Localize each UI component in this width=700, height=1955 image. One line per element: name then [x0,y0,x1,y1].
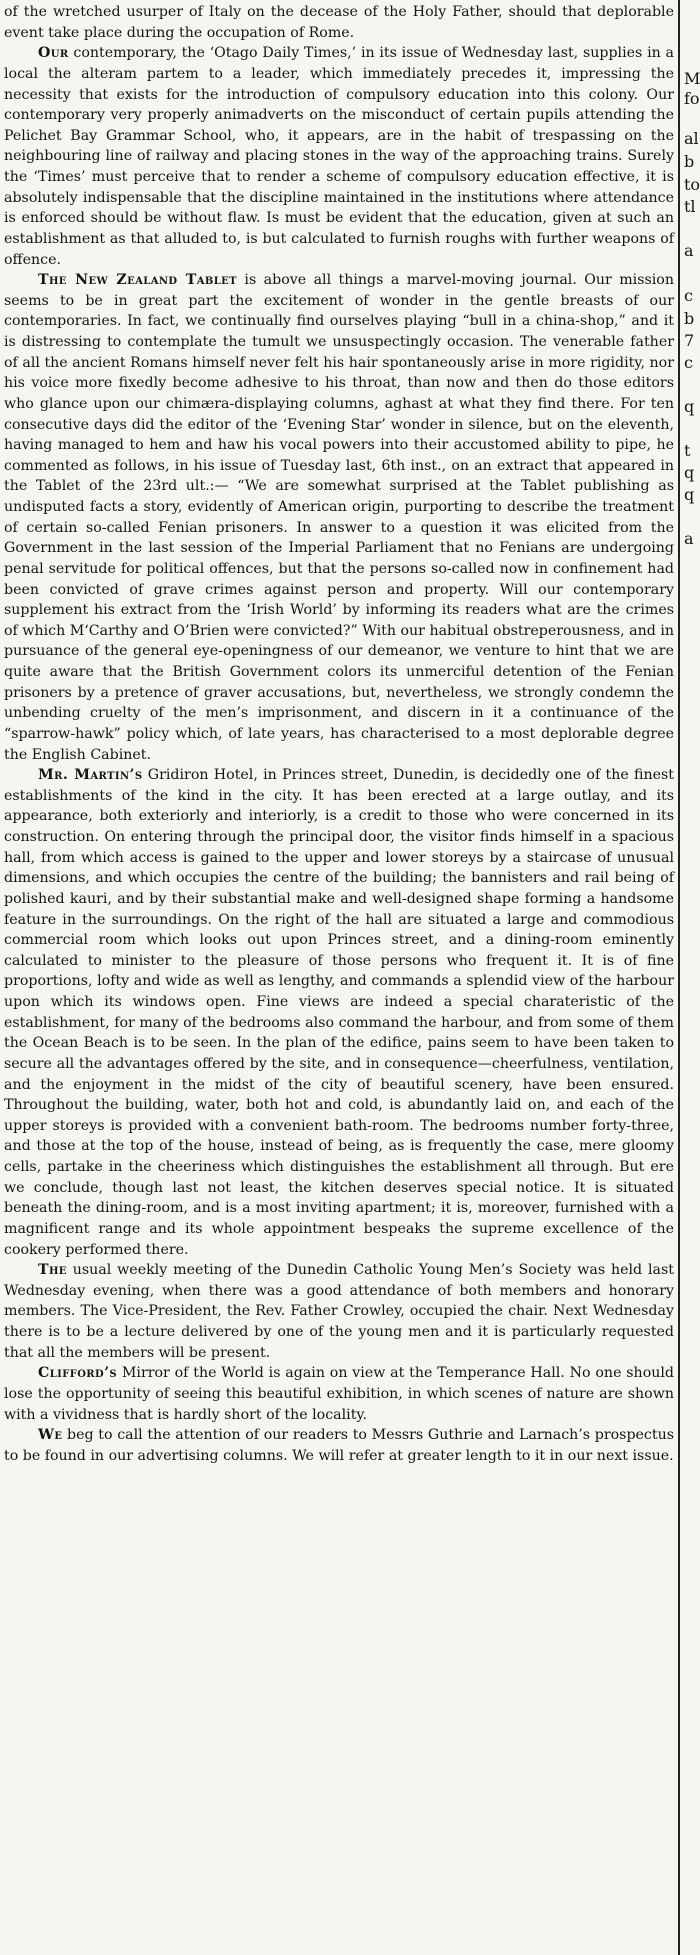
margin-fragment: al [684,129,699,148]
margin-fragment: q [684,463,695,482]
paragraph-text: contemporary, the ‘Otago Daily Times,’ in its issue of Wednesday last, supplies in a local the alteram partem to a leader, which immediately precedes it, impressing the necessity that exists for the introduction of compulsory education into this colony. Our contemporary very properly animadverts on the misconduct of certain pupils attending the Pelichet Bay Grammar School, who, it appears, are in the habit of trespassing on the neighbouring line of railway and placing stones in the way of the approaching trains. Surely the ‘Times’ must perceive that to render a scheme of compulsory education effective, it is absolutely indispensable that the discipline maintained in the institutions where attendance is enforced should be without flaw. Is must be evident that the education, given at such an establishment as that alluded to, is but calculated to furnish roughs with further weapons of offence. [4,45,674,268]
paragraph-text: beg to call the attention of our readers to Messrs Guthrie and Larnach’s prospectus to be found in our advertising columns. We will refer at greater length to it in our next issue. [4,1427,674,1464]
margin-fragment: q [684,485,695,504]
margin-fragment: fo [684,89,700,108]
paragraph-gridiron-hotel [4,765,674,1260]
margin-fragment: a [684,241,694,260]
margin-fragment: 7 [684,331,695,350]
paragraph-usurper [4,2,674,43]
paragraph-lead: We [38,1427,63,1444]
margin-fragment: c [684,353,693,372]
margin-fragment: M [684,69,700,88]
paragraph-otago-times [4,43,674,270]
column-rule [678,0,680,1955]
paragraph-cliffords-mirror [4,1363,674,1425]
margin-fragment: t [684,441,691,460]
paragraph-lead: The [38,1262,67,1279]
margin-fragment: a [684,529,694,548]
margin-fragment: b [684,152,695,171]
margin-fragment: c [684,286,693,305]
margin-fragment: to [684,175,700,194]
paragraph-guthrie-larnach [4,1425,674,1466]
paragraph-tablet-marvel [4,270,674,765]
paragraph-lead: Our [38,45,69,62]
paragraph-text: Gridiron Hotel, in Princes street, Dunedin, is decidedly one of the finest establishments of the kind in the city. It has been erected at a large outlay, and its appearance, both exteriorly and interiorly, is a credit to those who were concerned in its construction. On entering through the principal door, the visitor finds himself in a spacious hall, from which access is gained to the upper and lower storeys by a staircase of unusual dimensions, and which occupies the centre of the building; the bannisters and rail being of polished kauri, and by their substantial make and well-designed shape forming a handsome feature in the surroundings. On the right of the hall are situated a large and commodious commercial room which looks out upon Princes street, and a dining-room eminently calculated to minister to the pleasure of those persons who frequent it. It is of fine proportions, lofty and wide as well as lengthy, and commands a splendid view of the harbour upon which its windows open. Fine views are indeed a special charateristic of the establishment, for many of the bedrooms also command the harbour, and from some of them the Ocean Beach is to be seen. In the plan of the edifice, pains seem to have been taken to secure all the advantages offered by the site, and in consequence—cheerfulness, ventilation, and the enjoyment in the midst of the city of beautiful scenery, have been ensured. Throughout the building, water, both hot and cold, is abundantly laid on, and each of the upper storeys is provided with a convenient bath-room. The bedrooms number forty-three, and those at the top of the house, instead of being, as is frequently the case, mere gloomy cells, partake in the cheeriness which distinguishes the establishment all through. But ere we conclude, though last not least, the kitchen deserves special notice. It is situated beneath the dining-room, and is a most inviting apartment; it is, moreover, furnished with a magnificent range and its whole appointment bespeaks the supreme excellence of the cookery performed there. [4,767,674,1258]
paragraph-text: usual weekly meeting of the Dunedin Catholic Young Men’s Society was held last Wednesday evening, when there was a good attendance of both members and honorary members. The Vice-President, the Rev. Father Crowley, occupied the chair. Next Wednesday there is to be a lecture delivered by one of the young men and it is particularly requested that all the members will be present. [4,1262,674,1361]
paragraph-young-mens-society [4,1260,674,1363]
margin-fragment: q [684,397,695,416]
paragraph-text: Mirror of the World is again on view at the Temperance Hall. No one should lose the opportunity of seeing this beautiful exhibition, in which scenes of nature are shown with a vividness that is hardly short of the locality. [4,1365,674,1423]
paragraph-text: of the wretched usurper of Italy on the decease of the Holy Father, should that deplorable event take place during the occupation of Rome. [4,4,674,41]
paragraph-lead: Clifford’s [38,1365,118,1382]
article-column [4,2,674,1466]
adjacent-column-edge [684,0,700,1955]
margin-fragment: b [684,309,695,328]
paragraph-lead: The New Zealand Tablet [38,272,237,289]
margin-fragment: tl [684,197,696,216]
paragraph-text: is above all things a marvel-moving journal. Our mission seems to be in great part the excitement of wonder in the gentle breasts of our contemporaries. In fact, we continually find ourselves playing “bull in a china-shop,” and it is distressing to contemplate the tumult we unsuspectingly occasion. The venerable father of all the ancient Romans himself never felt his hair spontaneously arise in more rigidity, nor his voice more fixedly become adhesive to his throat, than now and then do those editors who glance upon our chimæra-displaying columns, aghast at what they find there. For ten consecutive days did the editor of the ‘Evening Star’ wonder in silence, but on the eleventh, having managed to hem and haw his vocal powers into their accustomed ability to pipe, he commented as follows, in his issue of Tuesday last, 6th inst., on an extract that appeared in the Tablet of the 23rd ult.:— “We are somewhat surprised at the Tablet publishing as undisputed facts a story, evidently of American origin, purporting to describe the treatment of certain so-called Fenian prisoners. In answer to a question it was elicited from the Government in the last session of the Imperial Parliament that no Fenians are undergoing penal servitude for political offences, but that the persons so-called now in confinement had been convicted of grave crimes against person and property. Will our contemporary supplement his extract from the ‘Irish World’ by informing its readers what are the crimes of which M‘Carthy and O’Brien were convicted?” With our habitual obstreperousness, and in pursuance of the general eye-openingness of our demeanor, we venture to hint that we are quite aware that the British Government colors its unmerciful detention of the Fenian prisoners by a pretence of graver accusations, but, nevertheless, we strongly condemn the unbending cruelty of the men’s imprisonment, and discern in it a continuance of the “sparrow-hawk” policy which, of late years, has characterised to a most deplorable degree the English Cabinet. [4,272,674,763]
paragraph-lead: Mr. Martin’s [38,767,143,784]
